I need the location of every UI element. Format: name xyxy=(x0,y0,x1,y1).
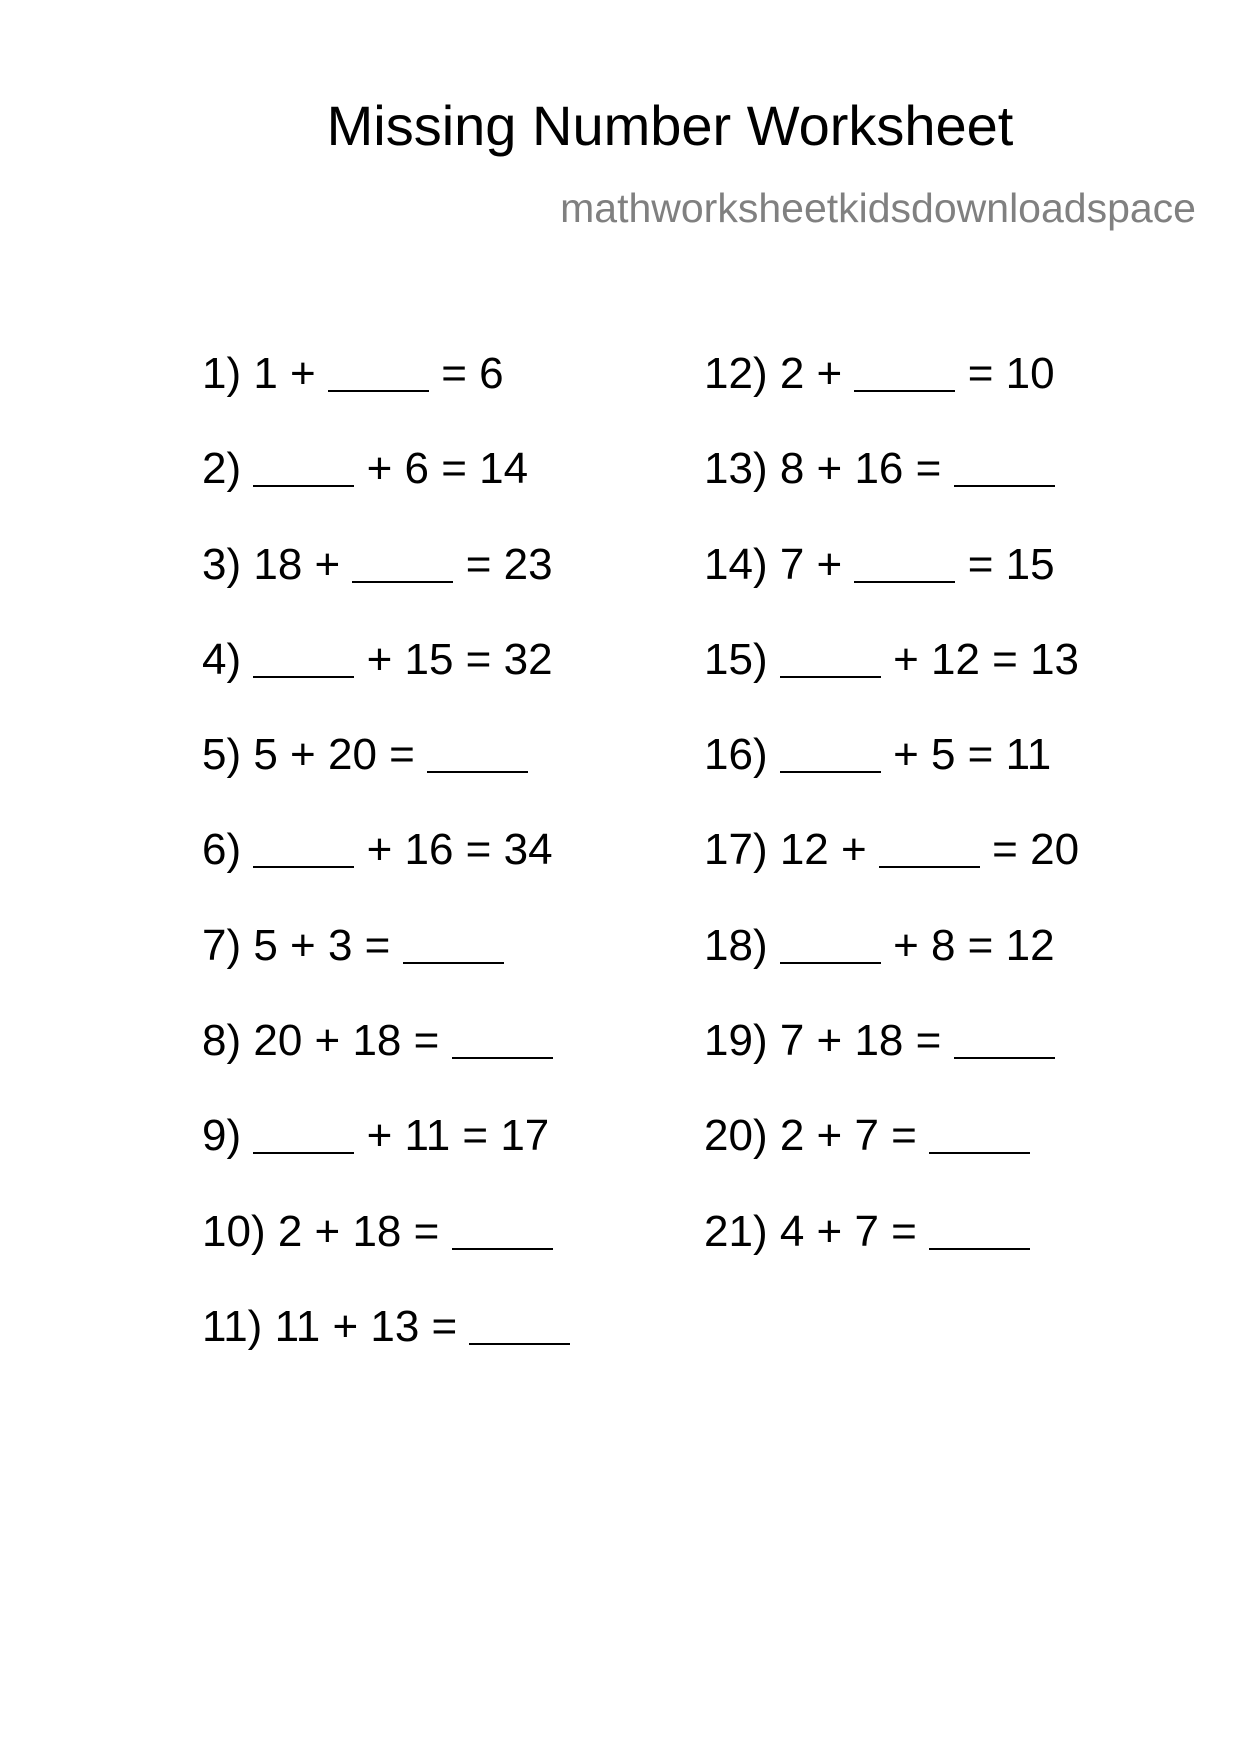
answer-blank[interactable] xyxy=(253,1152,354,1154)
equation-text: 12 + xyxy=(779,825,867,875)
problem-number: 5) xyxy=(202,730,242,780)
problem-row xyxy=(202,349,570,447)
answer-blank[interactable] xyxy=(954,1057,1055,1059)
problem-number: 19) xyxy=(704,1016,768,1066)
answer-blank[interactable] xyxy=(253,485,354,487)
answer-blank[interactable] xyxy=(253,676,354,678)
equation-text: + 8 = 12 xyxy=(893,920,1055,970)
equation-text: 5 + 3 = xyxy=(253,920,391,970)
equation-text: 1 + xyxy=(253,349,316,398)
problem-number: 18) xyxy=(704,920,768,970)
equation-text: = 15 xyxy=(967,539,1055,589)
problem-row xyxy=(202,1111,570,1209)
equation-text: = 6 xyxy=(441,349,504,398)
problem-number: 17) xyxy=(704,825,768,875)
problem-number: 6) xyxy=(202,825,242,875)
equation-text: 7 + 18 = xyxy=(779,1016,942,1066)
problem-number: 13) xyxy=(704,444,768,494)
problem-row xyxy=(202,1206,570,1305)
equation-text: 4 + 7 = xyxy=(779,1206,917,1256)
answer-blank[interactable] xyxy=(780,676,881,678)
problem-number: 2) xyxy=(202,444,242,494)
equation-text: + 5 = 11 xyxy=(893,730,1052,780)
equation-text: + 16 = 34 xyxy=(366,825,553,875)
equation-text: 7 + xyxy=(779,539,843,589)
problem-row xyxy=(202,920,570,1019)
problem-row xyxy=(202,1016,570,1114)
problem-number: 21) xyxy=(704,1206,768,1256)
answer-blank[interactable] xyxy=(854,390,955,392)
answer-blank[interactable] xyxy=(352,581,453,583)
problem-number: 20) xyxy=(704,1111,768,1161)
problem-row xyxy=(202,1301,570,1400)
answer-blank[interactable] xyxy=(427,771,528,773)
equation-text: 11 + 13 = xyxy=(274,1301,458,1351)
problem-row xyxy=(704,539,1079,638)
worksheet-title: Missing Number Worksheet xyxy=(326,94,1014,157)
problem-row xyxy=(704,634,1080,733)
problem-row xyxy=(202,730,570,828)
equation-text: 8 + 16 = xyxy=(779,444,942,494)
answer-blank[interactable] xyxy=(879,866,980,868)
equation-text: = 20 xyxy=(992,825,1080,875)
problem-number: 4) xyxy=(202,634,242,684)
problem-row xyxy=(704,825,1080,923)
problem-row xyxy=(704,1016,1079,1114)
problem-row xyxy=(202,634,570,733)
problem-row xyxy=(202,539,570,638)
equation-text: + 15 = 32 xyxy=(366,634,553,684)
answer-blank[interactable] xyxy=(780,771,881,773)
problem-number: 14) xyxy=(704,539,768,589)
problem-number: 3) xyxy=(202,539,242,589)
equation-text: 18 + xyxy=(253,539,341,589)
problem-number: 9) xyxy=(202,1111,242,1161)
answer-blank[interactable] xyxy=(780,962,881,964)
problem-row xyxy=(704,730,1079,828)
problem-number: 11) xyxy=(202,1301,263,1351)
equation-text: = 10 xyxy=(967,349,1055,398)
problem-row xyxy=(704,349,1079,447)
equation-text: = 23 xyxy=(465,539,553,589)
problem-row xyxy=(704,920,1079,1019)
problems-column-left xyxy=(202,349,570,1400)
equation-text: 2 + xyxy=(779,349,843,398)
problem-row xyxy=(704,1111,1079,1209)
answer-blank[interactable] xyxy=(253,866,354,868)
problem-number: 15) xyxy=(704,634,768,684)
problem-row xyxy=(704,444,1079,542)
problem-number: 12) xyxy=(704,349,768,398)
equation-text: + 12 = 13 xyxy=(893,634,1080,684)
answer-blank[interactable] xyxy=(929,1248,1030,1250)
answer-blank[interactable] xyxy=(328,390,429,392)
answer-blank[interactable] xyxy=(854,581,955,583)
equation-text: 5 + 20 = xyxy=(253,730,415,780)
problem-number: 7) xyxy=(202,920,242,970)
worksheet-source-subtitle: mathworksheetkidsdownloadspace xyxy=(560,185,1196,231)
problem-row xyxy=(202,444,570,542)
problem-number: 8) xyxy=(202,1016,242,1066)
equation-text: 2 + 18 = xyxy=(277,1206,440,1256)
equation-text: + 6 = 14 xyxy=(366,444,529,494)
problems-column-right xyxy=(704,349,1080,1305)
answer-blank[interactable] xyxy=(452,1057,553,1059)
problem-row xyxy=(704,1206,1079,1305)
answer-blank[interactable] xyxy=(954,485,1055,487)
answer-blank[interactable] xyxy=(403,962,504,964)
problem-number: 10) xyxy=(202,1206,266,1256)
answer-blank[interactable] xyxy=(452,1248,553,1250)
problem-number: 16) xyxy=(704,730,768,780)
answer-blank[interactable] xyxy=(929,1152,1030,1154)
equation-text: 2 + 7 = xyxy=(779,1111,917,1161)
problem-number: 1) xyxy=(202,349,242,398)
problem-row xyxy=(202,825,570,923)
answer-blank[interactable] xyxy=(469,1343,570,1345)
equation-text: 20 + 18 = xyxy=(253,1016,440,1066)
equation-text: + 11 = 17 xyxy=(366,1111,550,1161)
